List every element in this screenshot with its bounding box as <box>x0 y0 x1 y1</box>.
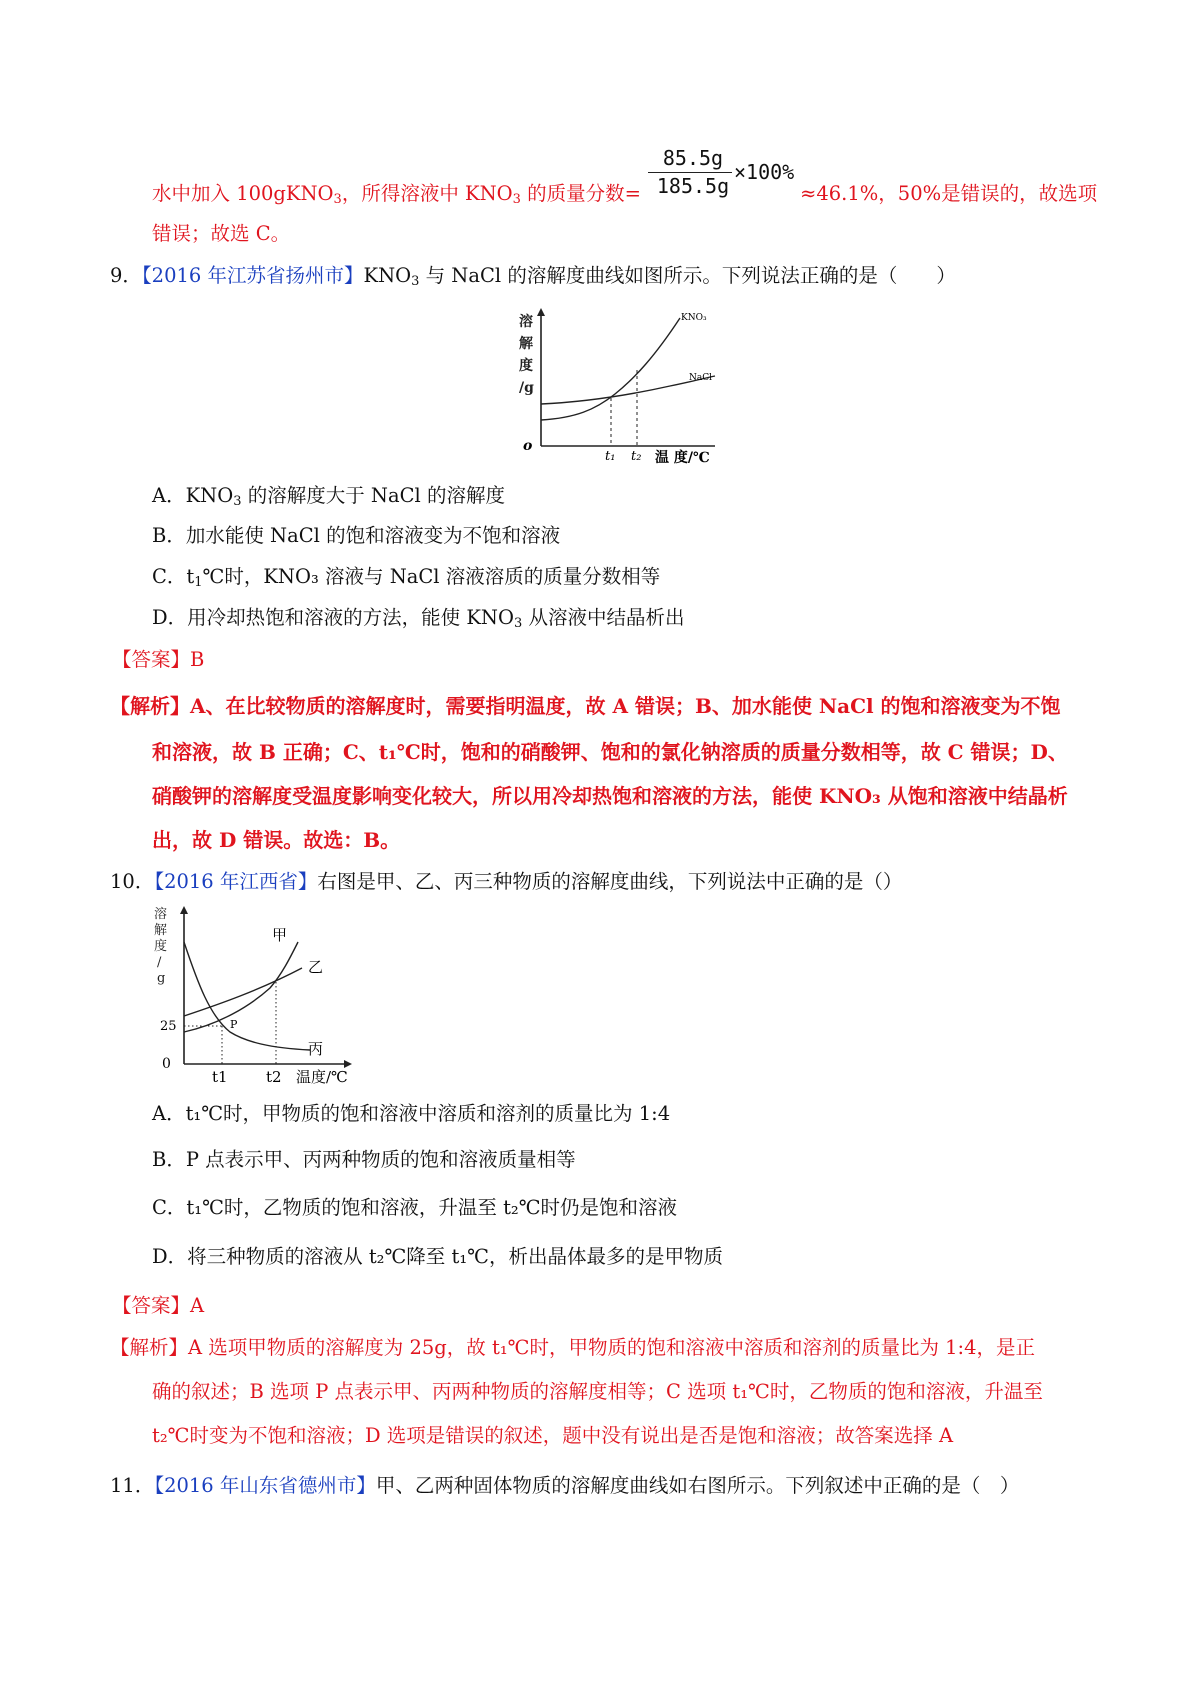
q9-stem-b: 与 NaCl 的溶解度曲线如图所示。下列说法正确的是（ ） <box>419 264 956 287</box>
q9-series-kno3: KNO₃ <box>681 313 707 323</box>
fraction-numerator: 85.5g <box>662 146 724 170</box>
q10-y-label-2: 解 <box>154 923 168 938</box>
q9-option-c-letter: C． <box>152 565 187 588</box>
q9-option-a-letter: A． <box>152 484 186 507</box>
q9-y-label-2: 解 <box>519 336 533 352</box>
q11-source: 【2016 年山东省德州市】 <box>154 1474 376 1497</box>
q9-option-a-sub: 3 <box>233 494 242 509</box>
fraction-multiplier: ×100% <box>734 160 795 184</box>
q10-answer-value: A <box>190 1294 205 1317</box>
q9-option-c-text2: ℃时，KNO₃ 溶液与 NaCl 溶液溶质的质量分数相等 <box>202 565 661 588</box>
q8-analysis-line-1 <box>152 180 641 208</box>
q10-series-yi: 乙 <box>308 958 324 976</box>
q11-number: 11． <box>110 1474 155 1497</box>
q9-option-d-text1: 用冷却热饱和溶液的方法，能使 KNO <box>187 606 514 629</box>
q9-answer-label: 【答案】 <box>112 648 191 671</box>
q9-analysis-line-3: 硝酸钾的溶解度受温度影响变化较大，所以用冷却热饱和溶液的方法，能使 KNO₃ 从饱和溶液中结晶析 <box>152 784 1068 808</box>
q10-solubility-chart <box>150 904 380 1084</box>
q10-y-tick-25: 25 <box>160 1019 177 1034</box>
q10-analysis-text-1: A 选项甲物质的溶解度为 25g，故 t₁℃时，甲物质的饱和溶液中溶质和溶剂的质量比为 1:4，是正 <box>188 1336 1036 1359</box>
q9-option-c-sub: 1 <box>194 575 203 590</box>
q9-analysis-text-1: A、在比较物质的溶解度时，需要指明温度，故 A 错误；B、加水能使 NaCl 的饱和溶液变为不饱 <box>190 694 1061 718</box>
q8-analysis-line-2: 错误；故选 C。 <box>152 222 291 245</box>
q10-x-label: 温度/℃ <box>296 1068 348 1084</box>
q8-sub-2: 3 <box>512 192 521 207</box>
q9-option-b <box>152 522 560 550</box>
q9-origin: o <box>523 438 533 454</box>
q9-option-d-letter: D． <box>152 606 188 629</box>
q9-analysis-line-4: 出，故 D 错误。故选：B。 <box>152 828 401 852</box>
q11-stem <box>110 1472 1019 1500</box>
q10-y-arrow <box>180 906 188 914</box>
q9-y-label-3: 度 <box>519 358 533 374</box>
q10-option-c <box>152 1194 677 1222</box>
q9-option-d-sub: 3 <box>513 616 523 631</box>
q9-t2-label: t₂ <box>631 449 642 464</box>
q9-option-b-letter: B． <box>152 524 186 547</box>
q8-sub-1: 3 <box>333 192 342 207</box>
q10-option-d <box>152 1243 723 1271</box>
q10-series-jia: 甲 <box>272 926 288 944</box>
q10-analysis-line-3: t₂℃时变为不饱和溶液；D 选项是错误的叙述，题中没有说出是否是饱和溶液；故答案选择 A <box>152 1424 954 1447</box>
q10-source: 【2016 年江西省】 <box>154 870 318 893</box>
q9-t1-label: t₁ <box>605 449 616 464</box>
q10-option-d-text: 将三种物质的溶液从 t₂℃降至 t₁℃，析出晶体最多的是甲物质 <box>187 1245 723 1268</box>
q10-answer <box>112 1292 204 1320</box>
q10-bing-curve <box>184 942 310 1050</box>
q9-stem-sub: 3 <box>411 274 420 289</box>
q10-t1-label: t1 <box>212 1068 228 1084</box>
q10-stem <box>110 868 902 896</box>
q9-solubility-chart <box>515 306 730 466</box>
q10-answer-label: 【答案】 <box>112 1294 191 1317</box>
q10-y-label-1: 溶 <box>154 907 168 922</box>
q9-y-arrow <box>537 308 545 316</box>
q9-option-d-text2: 从溶液中结晶析出 <box>522 606 685 629</box>
q9-option-a-text2: 的溶解度大于 NaCl 的溶解度 <box>241 484 505 507</box>
q8-text-a: 水中加入 100gKNO <box>152 182 334 205</box>
q10-y-label-3: 度 <box>154 939 168 954</box>
q10-option-b-text: P 点表示甲、丙两种物质的饱和溶液质量相等 <box>185 1148 576 1171</box>
q9-analysis-label: 【解析】 <box>110 694 190 718</box>
q10-option-b-letter: B． <box>152 1148 186 1171</box>
fraction-expression <box>648 146 818 202</box>
q9-option-a <box>152 482 505 510</box>
q11-stem-text: 甲、乙两种固体物质的溶解度曲线如右图所示。下列叙述中正确的是（ ） <box>375 1474 1020 1497</box>
q8-text-c: 的质量分数= <box>520 182 641 205</box>
q9-x-label: 温 度/℃ <box>655 450 710 466</box>
q10-option-d-letter: D． <box>152 1245 188 1268</box>
q9-option-c-text1: t <box>186 565 195 588</box>
q9-analysis-line-1 <box>110 692 1061 720</box>
q10-y-label-5: g <box>157 971 166 986</box>
q9-source: 【2016 年江苏省扬州市】 <box>141 264 364 287</box>
q10-option-c-letter: C． <box>152 1196 187 1219</box>
q10-point-p: P <box>230 1018 238 1031</box>
q9-y-label-1: 溶 <box>519 314 533 330</box>
q9-option-b-text: 加水能使 NaCl 的饱和溶液变为不饱和溶液 <box>185 524 561 547</box>
q10-x-arrow <box>344 1060 352 1068</box>
q10-y-label-4: / <box>157 955 162 970</box>
q10-analysis-label: 【解析】 <box>110 1336 189 1359</box>
q10-analysis-line-1 <box>110 1334 1035 1362</box>
q10-analysis-line-2: 确的叙述；B 选项 P 点表示甲、丙两种物质的溶解度相等；C 选项 t₁℃时，乙物质的饱和溶液，升温至 <box>152 1380 1043 1403</box>
fraction-bar <box>648 172 732 173</box>
q9-answer-value: B <box>190 648 205 671</box>
q10-stem-text: 右图是甲、乙、丙三种物质的溶解度曲线，下列说法中正确的是（） <box>317 870 903 893</box>
q8-text-b: ，所得溶液中 KNO <box>341 182 513 205</box>
q9-series-nacl: NaCl <box>689 373 713 383</box>
q10-number: 10． <box>110 870 155 893</box>
q8-analysis-line-1-end: ≈46.1%，50%是错误的，故选项 <box>800 182 1098 205</box>
q10-option-a <box>152 1100 670 1128</box>
q10-option-b <box>152 1146 576 1174</box>
q10-option-a-letter: A． <box>152 1102 186 1125</box>
q9-option-d <box>152 604 684 632</box>
q9-stem <box>110 262 956 290</box>
q9-number: 9． <box>110 264 142 287</box>
q10-origin: 0 <box>162 1056 171 1072</box>
q10-t2-label: t2 <box>266 1068 282 1084</box>
q10-option-c-text: t₁℃时，乙物质的饱和溶液，升温至 t₂℃时仍是饱和溶液 <box>186 1196 678 1219</box>
q9-option-a-text1: KNO <box>185 484 234 507</box>
q10-option-a-text: t₁℃时，甲物质的饱和溶液中溶质和溶剂的质量比为 1:4 <box>185 1102 671 1125</box>
q9-analysis-line-2: 和溶液，故 B 正确；C、t₁℃时，饱和的硝酸钾、饱和的氯化钠溶质的质量分数相等，故 C 错误；D、 <box>152 740 1068 764</box>
fraction-denominator: 185.5g <box>656 174 730 198</box>
q9-answer <box>112 646 204 674</box>
q9-stem-a: KNO <box>363 264 412 287</box>
q10-series-bing: 丙 <box>308 1040 324 1058</box>
q9-option-c <box>152 563 660 591</box>
q9-y-label-4: /g <box>519 380 534 396</box>
